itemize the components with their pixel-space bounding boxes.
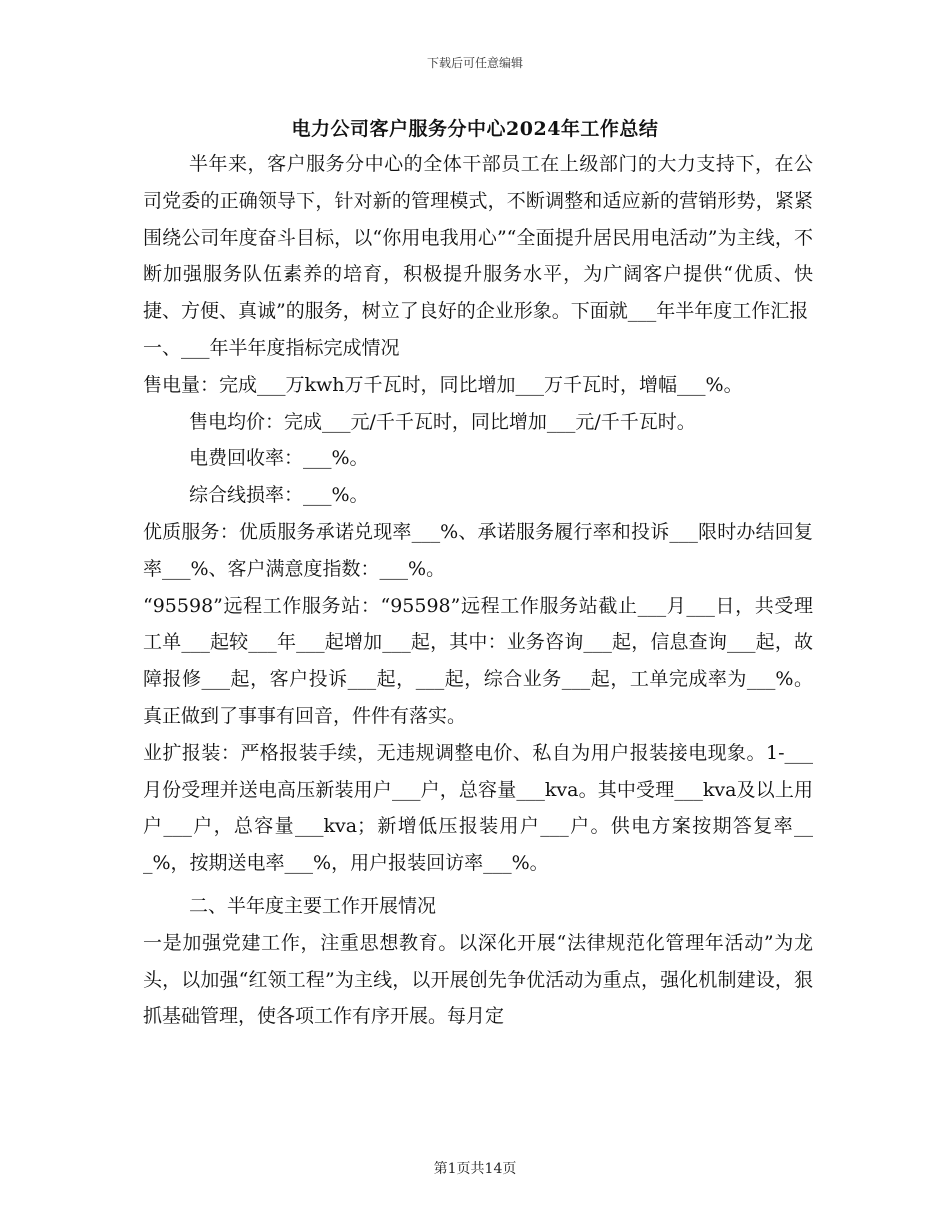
paragraph-intro: 半年来，客户服务分中心的全体干部员工在上级部门的大力支持下，在公司党委的正确领导下，针对新的管理模式，不断调整和适应新的营销形势，紧紧围绕公司年度奋斗目标，以“你用电我用心”“全面提升居民用电活动”为主线，不断加强服务队伍素养的培育，积极提升服务水平，为广阔客户提供“优质、快捷、方便、真诚”的服务，树立了良好的企业形象。下面就___年半年度工作汇报 (143, 153, 813, 323)
paragraph-sales-volume: 售电量：完成___万kwh万千瓦时，同比增加___万千瓦时，增幅___%。 (143, 373, 743, 396)
paragraph-quality-service: 优质服务：优质服务承诺兑现率___%、承诺服务履行率和投诉___限时办结回复率___%、客户满意度指数：___%。 (143, 520, 813, 580)
paragraph-party-building: 一是加强党建工作，注重思想教育。以深化开展“法律规范化管理年活动”为龙头，以加强“红领工程”为主线，以开展创先争优活动为重点，强化机制建设，狠抓基础管理，使各项工作有序开展。每月定 (143, 931, 813, 1028)
paragraph-business-expansion: 业扩报装：严格报装手续，无违规调整电价、私自为用户报装接电现象。1-___月份受理并送电高压新装用户___户，总容量___kva。其中受理___kva及以上用户___户，总容量___kva；新增低压报装用户___户。供电方案按期答复率___%，按期送电率___%，用户报装回访率___%。 (143, 741, 813, 875)
paragraph-average-price: 售电均价：完成___元/千千瓦时，同比增加___元/千千瓦时。 (189, 410, 696, 433)
section-heading-indicators: 一、___年半年度指标完成情况 (143, 336, 400, 359)
paragraph-95598-hotline: “95598”远程工作服务站：“95598”远程工作服务站截止___月___日，共受理工单___起较___年___起增加___起，其中：业务咨询___起，信息查询___起，故障报修___起，客户投诉___起，___起，综合业务___起，工单完成率为___%。真正做到了事事有回音，件件有落实。 (143, 594, 813, 727)
page-footer: 第1页共14页 (433, 1161, 517, 1177)
section-heading-main-work: 二、半年度主要工作开展情况 (189, 894, 437, 917)
page-header: 下载后可任意编辑 (426, 56, 523, 70)
document-title: 电力公司客户服务分中心2024年工作总结 (291, 118, 659, 140)
document-body (143, 146, 813, 1035)
paragraph-line-loss: 综合线损率：___%。 (189, 484, 369, 507)
paragraph-recovery-rate: 电费回收率：___%。 (189, 447, 369, 470)
